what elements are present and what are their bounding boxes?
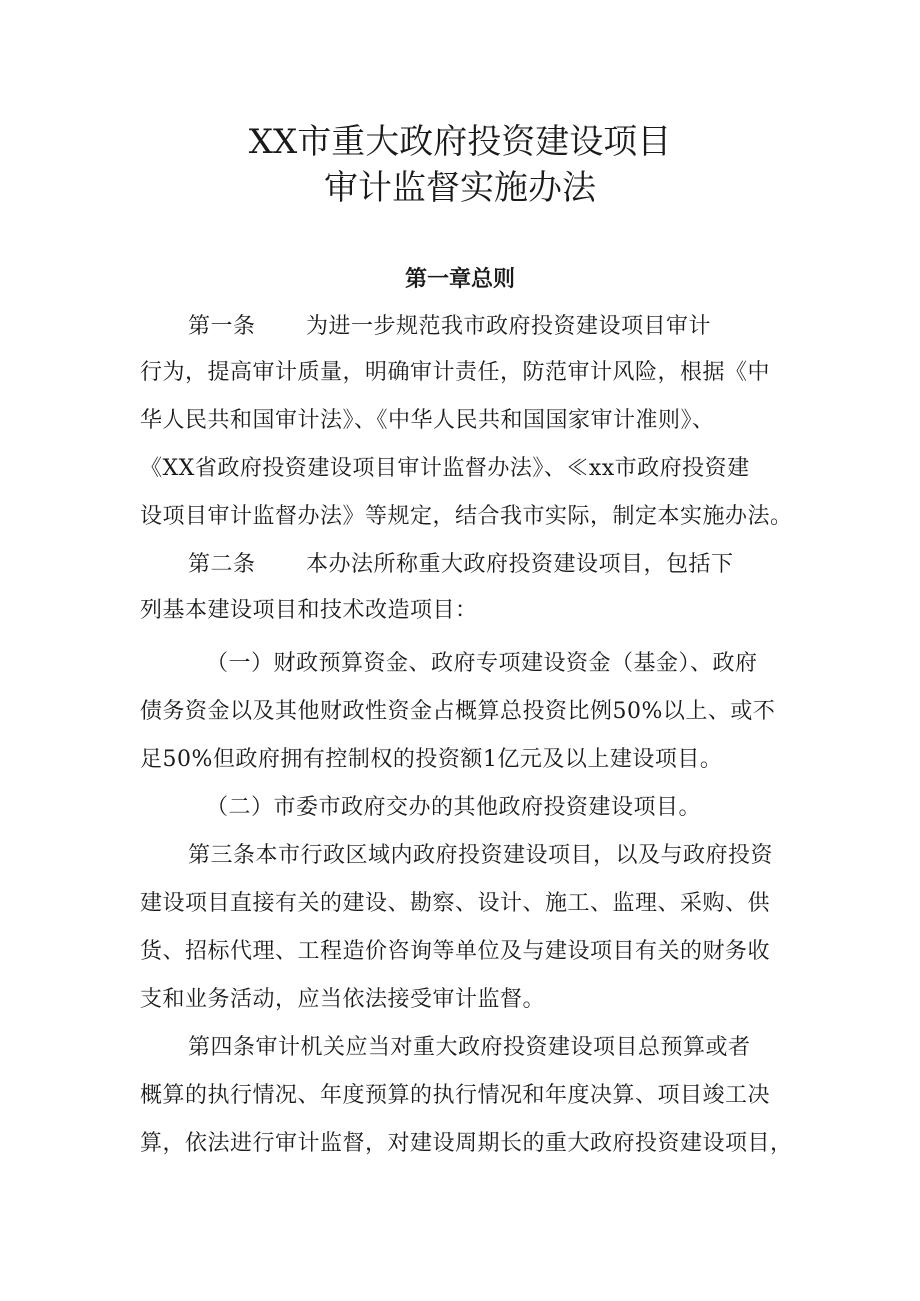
article-2-item-1-line: （一）财政预算资金、政府专项建设资金（基金）、政府 [206,651,758,676]
article-1-line: 《XX省政府投资建设项目审计监督办法》、≪xx市政府投资建 [140,456,750,481]
article-3-line: 货、招标代理、工程造价咨询等单位及与建设项目有关的财务收 [140,939,771,964]
article-2-item-1-line: 足50%但政府拥有控制权的投资额1亿元及以上建设项目。 [140,747,723,772]
article-1-line: 华人民共和国审计法》、《中华人民共和国国家审计准则》、 [140,408,715,433]
article-2-text: 本办法所称重大政府投资建设项目，包括下 [306,552,734,577]
article-4-line: 算，依法进行审计监督，对建设周期长的重大政府投资建设项目， [140,1131,793,1156]
article-3-line: 支和业务活动，应当依法接受审计监督。 [140,987,546,1012]
article-2-item-1-line: 债务资金以及其他财政性资金占概算总投资比例50%以上、或不 [140,699,776,724]
article-4-line: 第四条审计机关应当对重大政府投资建设项目总预算或者 [188,1035,751,1060]
article-2-item-2-line: （二）市委市政府交办的其他政府投资建设项目。 [206,795,702,820]
article-2-first-line [188,550,734,580]
article-4-line: 概算的执行情况、年度预算的执行情况和年度决算、项目竣工决 [140,1083,771,1108]
article-2-line: 列基本建设项目和技术改造项目： [140,598,478,623]
chapter-heading: 第一章总则 [404,267,515,292]
article-2-label: 第二条 [188,552,256,577]
article-3-line: 第三条本市行政区域内政府投资建设项目，以及与政府投资 [188,843,774,868]
document-title-line-2: 审计监督实施办法 [324,168,596,208]
document-title-line-1: XX市重大政府投资建设项目 [248,122,672,162]
article-1-label: 第一条 [188,314,256,339]
article-1-line: 行为，提高审计质量，明确审计责任，防范审计风险，根据《中 [140,360,771,385]
article-1-first-line [188,312,711,342]
article-1-line: 设项目审计监督办法》等规定，结合我市实际，制定本实施办法。 [140,504,793,529]
article-1-text: 为进一步规范我市政府投资建设项目审计 [306,314,712,339]
article-3-line: 建设项目直接有关的建设、勘察、设计、施工、监理、采购、供 [140,891,771,916]
